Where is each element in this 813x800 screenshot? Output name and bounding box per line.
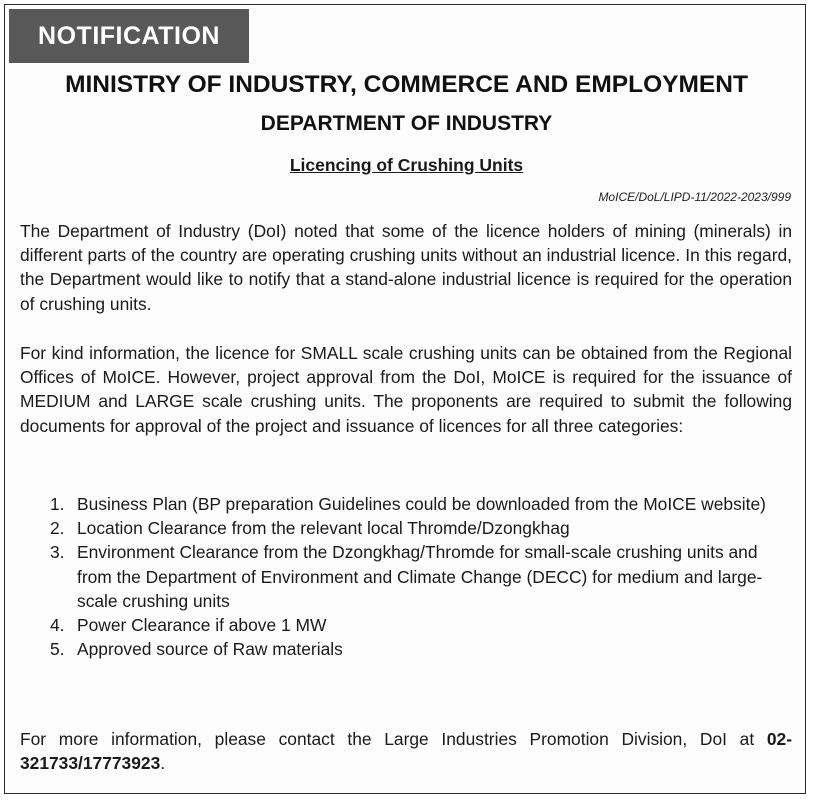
department-heading: DEPARTMENT OF INDUSTRY xyxy=(260,112,553,135)
list-item-number: 5. xyxy=(50,639,65,660)
notice-subject xyxy=(0,153,813,177)
list-item-number: 4. xyxy=(50,615,65,636)
contact-phone-number: 02-321733/17773923 xyxy=(20,729,792,774)
list-item xyxy=(20,540,792,613)
list-item-number: 2. xyxy=(50,518,65,539)
notification-badge: NOTIFICATION xyxy=(9,9,249,63)
list-item xyxy=(20,613,792,637)
list-item-number: 1. xyxy=(50,494,65,514)
list-item-number: 3. xyxy=(50,542,65,563)
list-item-text: Location Clearance from the relevant local Thromde/Dzongkhag xyxy=(77,518,570,539)
paragraph-information: For kind information, the licence for SMALL scale crushing units can be obtained from the Regional Offices of MoICE. However, project approval from the DoI, MoICE is required for the issuance of MEDIUM and LARGE scale crushing units. The proponents are required to submit the following documents for approval of the project and issuance of licences for all three categories: xyxy=(20,343,792,436)
list-item xyxy=(20,492,792,516)
reference-number: MoICE/DoL/LIPD-11/2022-2023/999 xyxy=(598,190,791,204)
ministry-heading: MINISTRY OF INDUSTRY, COMMERCE AND EMPLOYMENT xyxy=(65,71,748,98)
list-item-text: Approved source of Raw materials xyxy=(77,639,343,660)
paragraph-intro: The Department of Industry (DoI) noted that some of the licence holders of mining (minerals) in different parts of the country are operating crushing units without an industrial licence. In this regard, the Department would like to notify that a stand-alone industrial licence is required for the operation of crushing units. xyxy=(20,221,792,314)
list-item-text: Environment Clearance from the Dzongkhag/Thromde for small-scale crushing units and from the Department of Environment and Climate Change (DECC) for medium and large-scale crushing units xyxy=(77,542,763,611)
contact-text: For more information, please contact the Large Industries Promotion Division, DoI at xyxy=(20,729,767,749)
list-item xyxy=(20,637,792,661)
list-item-text: Business Plan (BP preparation Guidelines could be downloaded from the MoICE website) xyxy=(77,494,766,514)
list-item xyxy=(20,516,792,540)
requirements-list xyxy=(20,492,792,661)
list-item-text: Power Clearance if above 1 MW xyxy=(77,615,327,636)
notice-subject-text: Licencing of Crushing Units xyxy=(289,155,524,175)
paragraph-contact xyxy=(20,727,792,775)
contact-end: . xyxy=(160,753,166,774)
